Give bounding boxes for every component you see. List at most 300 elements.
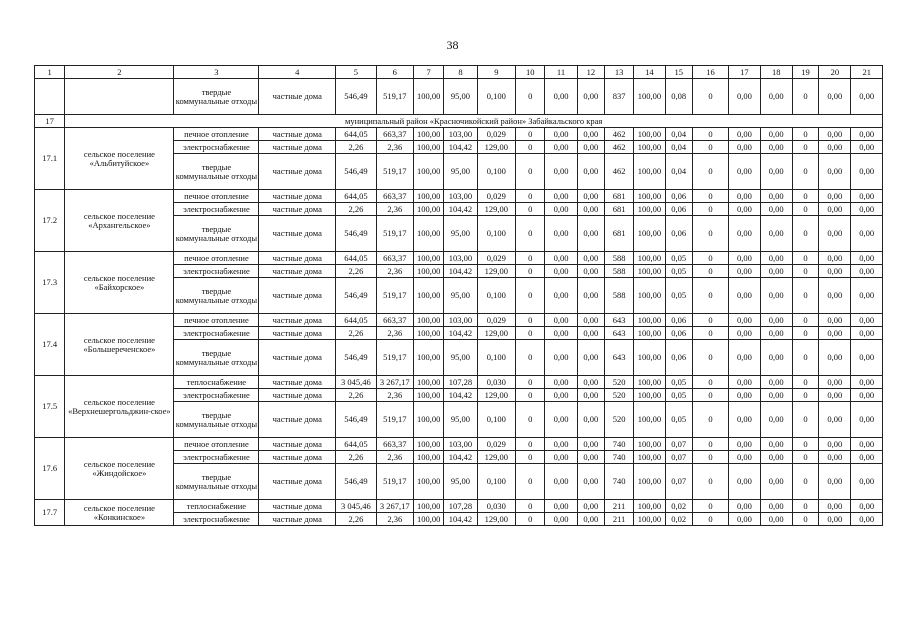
settlement-name: сельское поселение «Жиндойское» xyxy=(65,438,174,500)
column-header: 8 xyxy=(444,66,477,79)
table-cell: 0 xyxy=(516,79,545,115)
settlement-name: сельское поселение «Альбитуйское» xyxy=(65,128,174,190)
table-cell: печное отопление xyxy=(174,190,259,203)
table-cell: 0,00 xyxy=(545,265,577,278)
table-cell: твердые коммунальные отходы xyxy=(174,216,259,252)
table-cell: 0 xyxy=(516,265,545,278)
table-cell: 100,00 xyxy=(413,438,443,451)
table-cell: 100,00 xyxy=(634,389,665,402)
table-cell: электроснабжение xyxy=(174,389,259,402)
table-cell: 681 xyxy=(604,190,633,203)
table-cell: 0,00 xyxy=(760,376,792,389)
table-cell: 0,030 xyxy=(477,500,515,513)
column-header: 9 xyxy=(477,66,515,79)
table-cell: 0,00 xyxy=(851,513,883,526)
table-cell: 0,00 xyxy=(851,451,883,464)
table-cell: 462 xyxy=(604,128,633,141)
table-cell: 0,00 xyxy=(545,128,577,141)
table-cell: 0,100 xyxy=(477,340,515,376)
table-cell: 0,029 xyxy=(477,438,515,451)
table-cell: 103,00 xyxy=(444,252,477,265)
table-cell: 588 xyxy=(604,265,633,278)
table-cell: 546,49 xyxy=(336,154,376,190)
header-row xyxy=(35,66,883,79)
table-cell: 0 xyxy=(792,265,818,278)
table-cell: 2,26 xyxy=(336,265,376,278)
table-cell: печное отопление xyxy=(174,314,259,327)
table-cell: 0,00 xyxy=(545,154,577,190)
table-cell: 0,00 xyxy=(819,79,851,115)
carry-row xyxy=(35,79,883,115)
table-cell: 0 xyxy=(692,265,728,278)
table-cell: 95,00 xyxy=(444,464,477,500)
table-cell: 0 xyxy=(792,451,818,464)
table-cell: 0 xyxy=(516,128,545,141)
table-cell: 0,00 xyxy=(760,278,792,314)
column-header: 3 xyxy=(174,66,259,79)
table-cell: 100,00 xyxy=(413,252,443,265)
table-cell: 0,00 xyxy=(729,252,760,265)
table-cell: частные дома xyxy=(259,376,336,389)
table-cell: 2,36 xyxy=(376,451,413,464)
table-cell: 0 xyxy=(792,79,818,115)
table-cell: 546,49 xyxy=(336,402,376,438)
table-cell: 0,00 xyxy=(545,190,577,203)
table-cell: твердые коммунальные отходы xyxy=(174,464,259,500)
table-cell: 100,00 xyxy=(413,314,443,327)
table-cell: 643 xyxy=(604,314,633,327)
table-cell: 0,00 xyxy=(760,402,792,438)
table-cell: 104,42 xyxy=(444,203,477,216)
table-cell: 100,00 xyxy=(413,389,443,402)
table-cell: 0,00 xyxy=(819,376,851,389)
table-cell: 0 xyxy=(792,327,818,340)
table-cell: 95,00 xyxy=(444,154,477,190)
table-cell: 0,06 xyxy=(665,340,692,376)
table-cell: 0,00 xyxy=(729,500,760,513)
table-cell: 0 xyxy=(516,314,545,327)
table-cell: 95,00 xyxy=(444,216,477,252)
table-cell: 0,07 xyxy=(665,438,692,451)
table-cell: 681 xyxy=(604,203,633,216)
table-cell: частные дома xyxy=(259,314,336,327)
table-cell: 0,00 xyxy=(577,278,604,314)
table-cell: 107,28 xyxy=(444,376,477,389)
table-cell: 0,00 xyxy=(729,327,760,340)
table-cell: 100,00 xyxy=(413,376,443,389)
table-cell: частные дома xyxy=(259,464,336,500)
table-cell: 0,029 xyxy=(477,128,515,141)
table-cell: 0 xyxy=(692,340,728,376)
table-cell: частные дома xyxy=(259,327,336,340)
table-cell: 0,00 xyxy=(545,513,577,526)
column-header: 20 xyxy=(819,66,851,79)
table-cell: 95,00 xyxy=(444,79,477,115)
table-row xyxy=(35,314,883,327)
table-cell: 129,00 xyxy=(477,265,515,278)
table-cell: 0 xyxy=(692,216,728,252)
table-cell: 0,00 xyxy=(545,79,577,115)
table-cell: 0,00 xyxy=(577,265,604,278)
table-cell: 0,00 xyxy=(577,464,604,500)
table-cell: 0,00 xyxy=(729,402,760,438)
table-cell: 519,17 xyxy=(376,464,413,500)
column-header: 14 xyxy=(634,66,665,79)
table-cell: 0,030 xyxy=(477,376,515,389)
table-cell: 129,00 xyxy=(477,327,515,340)
table-cell: 0,029 xyxy=(477,190,515,203)
table-cell: 519,17 xyxy=(376,278,413,314)
table-cell: 644,05 xyxy=(336,190,376,203)
table-cell: 129,00 xyxy=(477,203,515,216)
table-cell: 100,00 xyxy=(634,154,665,190)
table-cell: 0,00 xyxy=(577,141,604,154)
table-cell: 0 xyxy=(692,278,728,314)
table-cell: 0 xyxy=(792,438,818,451)
table-cell: 129,00 xyxy=(477,513,515,526)
table-cell: 0,00 xyxy=(729,278,760,314)
table-cell: 0,05 xyxy=(665,389,692,402)
table-cell: 0,00 xyxy=(545,438,577,451)
table-cell: 0,00 xyxy=(851,376,883,389)
table-cell: 0,05 xyxy=(665,265,692,278)
table-cell: 0,00 xyxy=(760,203,792,216)
table-cell: 0 xyxy=(516,141,545,154)
table-cell: 100,00 xyxy=(634,79,665,115)
table-cell: 2,36 xyxy=(376,389,413,402)
table-cell: 520 xyxy=(604,389,633,402)
table-cell: 0,00 xyxy=(760,154,792,190)
settlement-name: сельское поселение «Верхнешергольджин-ское» xyxy=(65,376,174,438)
table-cell: 0,00 xyxy=(545,314,577,327)
table-cell: 0,00 xyxy=(760,451,792,464)
table-cell: 0,00 xyxy=(760,389,792,402)
table-cell: 0,05 xyxy=(665,376,692,389)
table-cell: 0 xyxy=(692,327,728,340)
table-cell: 0 xyxy=(792,141,818,154)
table-cell: 100,00 xyxy=(413,327,443,340)
table-cell: частные дома xyxy=(259,513,336,526)
table-cell: 0,00 xyxy=(577,203,604,216)
table-cell: частные дома xyxy=(259,128,336,141)
table-cell: 0,00 xyxy=(851,438,883,451)
table-row xyxy=(35,500,883,513)
table-cell: 100,00 xyxy=(413,141,443,154)
table-cell: 0 xyxy=(516,190,545,203)
table-cell: 0 xyxy=(792,500,818,513)
table-cell: 0,00 xyxy=(851,265,883,278)
table-cell: 588 xyxy=(604,252,633,265)
table-cell: 0,00 xyxy=(729,389,760,402)
table-cell: 3 045,46 xyxy=(336,500,376,513)
table-cell: 0 xyxy=(792,513,818,526)
table-cell: 0 xyxy=(792,340,818,376)
table-cell: 0 xyxy=(692,203,728,216)
table-cell: 0 xyxy=(516,389,545,402)
table-cell: 520 xyxy=(604,376,633,389)
table-cell: 0 xyxy=(516,451,545,464)
table-cell: 0 xyxy=(516,513,545,526)
column-header: 19 xyxy=(792,66,818,79)
group-number: 17.7 xyxy=(35,500,65,526)
table-cell: 0,00 xyxy=(819,464,851,500)
table-cell: 0,00 xyxy=(819,278,851,314)
table-cell: 0 xyxy=(692,402,728,438)
table-cell: 519,17 xyxy=(376,79,413,115)
table-cell: 0,00 xyxy=(545,278,577,314)
table-cell: 0,00 xyxy=(545,402,577,438)
table-cell: 0,04 xyxy=(665,154,692,190)
table-cell: 0 xyxy=(516,500,545,513)
table-cell: 0,00 xyxy=(729,216,760,252)
table-cell: частные дома xyxy=(259,141,336,154)
table-cell: 0,00 xyxy=(577,438,604,451)
table-cell: 663,37 xyxy=(376,252,413,265)
table-cell: электроснабжение xyxy=(174,327,259,340)
table-cell: твердые коммунальные отходы xyxy=(174,278,259,314)
table-cell: 0,00 xyxy=(851,79,883,115)
column-header: 7 xyxy=(413,66,443,79)
table-cell: 100,00 xyxy=(634,327,665,340)
table-cell: 0,100 xyxy=(477,79,515,115)
table-cell: 0,06 xyxy=(665,314,692,327)
table-cell: 95,00 xyxy=(444,340,477,376)
table-cell: 107,28 xyxy=(444,500,477,513)
column-header: 15 xyxy=(665,66,692,79)
table-cell: 0,00 xyxy=(545,500,577,513)
table-cell: 0,00 xyxy=(729,265,760,278)
table-cell: 0,00 xyxy=(851,327,883,340)
table-cell: 0 xyxy=(692,141,728,154)
table-cell: 520 xyxy=(604,402,633,438)
table-cell: 100,00 xyxy=(413,79,443,115)
column-header: 4 xyxy=(259,66,336,79)
table-cell: 100,00 xyxy=(634,513,665,526)
table-cell: частные дома xyxy=(259,203,336,216)
table-cell: 100,00 xyxy=(413,451,443,464)
table-cell: 0 xyxy=(516,438,545,451)
table-cell: 0,00 xyxy=(729,154,760,190)
table-cell: 0,00 xyxy=(577,327,604,340)
table-cell: 0 xyxy=(516,154,545,190)
table-cell: 0,00 xyxy=(819,451,851,464)
table-cell: 100,00 xyxy=(634,141,665,154)
page-number: 38 xyxy=(446,38,459,52)
table-cell: 644,05 xyxy=(336,128,376,141)
table-cell: 100,00 xyxy=(634,402,665,438)
table-cell: 546,49 xyxy=(336,340,376,376)
table-cell: частные дома xyxy=(259,402,336,438)
section-title: муниципальный район «Красночикойский район» Забайкальского края xyxy=(65,115,883,128)
table-cell: 0,00 xyxy=(729,203,760,216)
table-cell: 0,00 xyxy=(851,203,883,216)
table-cell: 663,37 xyxy=(376,190,413,203)
table-cell: частные дома xyxy=(259,154,336,190)
table-cell: 0,00 xyxy=(819,513,851,526)
table-cell: частные дома xyxy=(259,278,336,314)
table-cell: 0,07 xyxy=(665,451,692,464)
table-cell: 0,00 xyxy=(577,513,604,526)
table-cell: 0,00 xyxy=(819,500,851,513)
table-cell: 2,36 xyxy=(376,265,413,278)
table-cell: 100,00 xyxy=(413,190,443,203)
table-cell: 100,00 xyxy=(413,464,443,500)
table-cell: 663,37 xyxy=(376,438,413,451)
table-cell: 0,00 xyxy=(577,376,604,389)
table-cell: 0,00 xyxy=(545,376,577,389)
table-cell: 0,00 xyxy=(729,190,760,203)
table-cell: 0,00 xyxy=(545,340,577,376)
table-cell: 0,00 xyxy=(577,154,604,190)
table-cell: 0 xyxy=(792,376,818,389)
table-cell: 100,00 xyxy=(634,464,665,500)
section-row xyxy=(35,115,883,128)
table-cell: 0,00 xyxy=(851,402,883,438)
table-cell: 0,00 xyxy=(760,190,792,203)
table-cell: 0,00 xyxy=(851,252,883,265)
table-cell: 0,00 xyxy=(577,500,604,513)
table-cell: 0,00 xyxy=(819,438,851,451)
table-cell: 643 xyxy=(604,340,633,376)
table-cell: частные дома xyxy=(259,190,336,203)
column-header: 11 xyxy=(545,66,577,79)
table-cell: печное отопление xyxy=(174,252,259,265)
table-cell: 0,00 xyxy=(729,79,760,115)
table-cell: 2,36 xyxy=(376,203,413,216)
table-cell: 0 xyxy=(692,376,728,389)
table-cell xyxy=(65,79,174,115)
table-cell: 100,00 xyxy=(413,513,443,526)
table-cell: частные дома xyxy=(259,79,336,115)
table-cell: 0,00 xyxy=(760,513,792,526)
table-cell: 0,08 xyxy=(665,79,692,115)
settlement-name: сельское поселение «Архангельское» xyxy=(65,190,174,252)
table-cell: 0,00 xyxy=(819,402,851,438)
table-cell: 0,00 xyxy=(729,141,760,154)
table-cell: 0,00 xyxy=(851,216,883,252)
table-cell: 0,100 xyxy=(477,216,515,252)
table-cell: 462 xyxy=(604,141,633,154)
table-cell: 0,00 xyxy=(545,464,577,500)
table-cell: 0,02 xyxy=(665,500,692,513)
column-header: 10 xyxy=(516,66,545,79)
table-cell: 0,00 xyxy=(545,141,577,154)
table-cell: 0,00 xyxy=(577,190,604,203)
table-cell: 740 xyxy=(604,464,633,500)
table-cell: 546,49 xyxy=(336,464,376,500)
table-cell: 2,26 xyxy=(336,203,376,216)
table-cell: 129,00 xyxy=(477,141,515,154)
table-cell: 0 xyxy=(516,402,545,438)
table-cell: 0,00 xyxy=(851,141,883,154)
table-cell: 0,00 xyxy=(819,265,851,278)
table-cell: 0,029 xyxy=(477,252,515,265)
table-cell: 100,00 xyxy=(634,500,665,513)
table-cell: 0 xyxy=(692,464,728,500)
table-cell: 0,00 xyxy=(729,376,760,389)
group-number: 17.5 xyxy=(35,376,65,438)
table-cell: 100,00 xyxy=(413,203,443,216)
table-cell: 0 xyxy=(792,464,818,500)
table-cell: 0 xyxy=(792,154,818,190)
table-cell: 0,00 xyxy=(760,340,792,376)
table-cell: 103,00 xyxy=(444,190,477,203)
table-cell: 100,00 xyxy=(413,216,443,252)
table-cell: 0 xyxy=(692,79,728,115)
table-cell: 100,00 xyxy=(634,128,665,141)
table-cell: твердые коммунальные отходы xyxy=(174,154,259,190)
table-cell: 0,05 xyxy=(665,278,692,314)
table-cell: 0 xyxy=(692,252,728,265)
table-cell: 0,00 xyxy=(760,500,792,513)
table-cell: 104,42 xyxy=(444,451,477,464)
table-cell: 129,00 xyxy=(477,389,515,402)
table-cell: 0 xyxy=(792,314,818,327)
table-cell: 0,00 xyxy=(760,216,792,252)
table-cell: частные дома xyxy=(259,265,336,278)
table-cell: 211 xyxy=(604,513,633,526)
table-cell: 0,029 xyxy=(477,314,515,327)
table-cell: 0 xyxy=(792,216,818,252)
table-cell: 0,00 xyxy=(545,203,577,216)
table-cell: 0,00 xyxy=(545,252,577,265)
table-row xyxy=(35,252,883,265)
table-cell: 740 xyxy=(604,451,633,464)
table-cell: электроснабжение xyxy=(174,141,259,154)
group-number: 17.4 xyxy=(35,314,65,376)
table-cell: 588 xyxy=(604,278,633,314)
table-cell: 103,00 xyxy=(444,128,477,141)
table-cell: 519,17 xyxy=(376,402,413,438)
column-header: 12 xyxy=(577,66,604,79)
table-cell: 546,49 xyxy=(336,216,376,252)
table-cell: 0,100 xyxy=(477,402,515,438)
table-cell: 103,00 xyxy=(444,438,477,451)
table-cell xyxy=(35,79,65,115)
column-header: 21 xyxy=(851,66,883,79)
group-number: 17.6 xyxy=(35,438,65,500)
table-cell: 100,00 xyxy=(634,190,665,203)
table-cell: электроснабжение xyxy=(174,203,259,216)
table-cell: 0,100 xyxy=(477,278,515,314)
table-cell: 0,00 xyxy=(760,141,792,154)
table-row xyxy=(35,438,883,451)
table-cell: печное отопление xyxy=(174,438,259,451)
table-cell: 100,00 xyxy=(634,278,665,314)
table-cell: 0 xyxy=(692,190,728,203)
table-cell: 0 xyxy=(792,128,818,141)
table-cell: 2,26 xyxy=(336,451,376,464)
table-cell: 100,00 xyxy=(634,314,665,327)
table-cell: 100,00 xyxy=(634,451,665,464)
table-cell: 100,00 xyxy=(413,340,443,376)
table-cell: 0,00 xyxy=(819,216,851,252)
table-row xyxy=(35,376,883,389)
table-cell: 211 xyxy=(604,500,633,513)
table-cell: 0,04 xyxy=(665,128,692,141)
table-cell: 2,26 xyxy=(336,513,376,526)
table-cell: 0,00 xyxy=(819,190,851,203)
settlement-name: сельское поселение «Большереченское» xyxy=(65,314,174,376)
table-cell: 0,00 xyxy=(545,216,577,252)
table-cell: частные дома xyxy=(259,389,336,402)
table-cell: 0 xyxy=(516,340,545,376)
table-cell: 0 xyxy=(516,464,545,500)
table-cell: 2,26 xyxy=(336,389,376,402)
table-cell: 0,00 xyxy=(545,327,577,340)
table-cell: 0 xyxy=(516,278,545,314)
table-cell: 3 267,17 xyxy=(376,500,413,513)
